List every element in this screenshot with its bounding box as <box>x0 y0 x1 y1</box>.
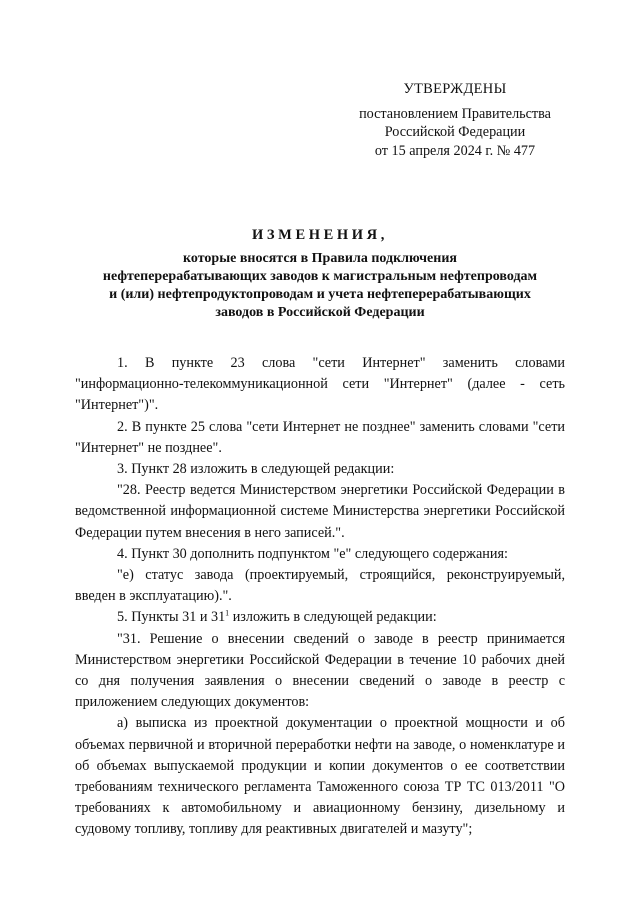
paragraph-item-1: 1. В пункте 23 слова "сети Интернет" заменить словами "информационно-телекоммуникационной сети "Интернет" (далее - сеть "Интернет")". <box>75 355 565 414</box>
paragraph-quote-e: "е) статус завода (проектируемый, строящийся, реконструируемый, введен в эксплуатацию).". <box>75 567 565 605</box>
paragraph-item-5-start: 5. Пункты 31 и 31 <box>117 609 226 626</box>
document-subtitle-line-1: которые вносятся в Правила подключения <box>183 251 457 266</box>
document-subtitle-line-4: заводов в Российской Федерации <box>215 305 425 320</box>
paragraph-quote-28: "28. Реестр ведется Министерством энергетики Российской Федерации в ведомственной информационной системе Министерства энергетики Российской Федерации путем внесения в него записей.". <box>75 482 565 541</box>
paragraph-item-2: 2. В пункте 25 слова "сети Интернет не позднее" заменить словами "сети "Интернет" не позднее". <box>75 418 565 456</box>
approval-line-1: постановлением Правительства <box>359 105 551 122</box>
paragraph-item-5-superscript: 1 <box>225 608 230 618</box>
document-title <box>60 226 580 322</box>
approval-line-3: от 15 апреля 2024 г. № 477 <box>374 142 536 159</box>
document-subtitle-line-2: нефтеперерабатывающих заводов к магистральным нефтепроводам <box>102 269 538 284</box>
paragraph-item-5 <box>75 607 565 628</box>
approval-line-2: Российской Федерации <box>384 124 526 140</box>
document-body <box>75 353 565 841</box>
paragraph-item-4: 4. Пункт 30 дополнить подпунктом "е" следующего содержания: <box>117 545 508 562</box>
document-subtitle-line-3: и (или) нефтепродуктопроводам и учета нефтеперерабатывающих <box>109 287 531 302</box>
paragraph-item-5-end: изложить в следующей редакции: <box>229 609 437 626</box>
paragraph-quote-31: "31. Решение о внесении сведений о заводе в реестр принимается Министерством энергетики Российской Федерации в течение 10 рабочих дней со дня получения заявления о внесении сведений о заводе в реестр с приложением следующих документов: <box>75 630 565 711</box>
paragraph-subitem-a: а) выписка из проектной документации о проектной мощности и об объемах первичной и вторичной переработки нефти на заводе, о номенклатуре и об объемах выпускаемой продукции и копии документов о ее соответствии требованиям технического регламента Таможенного союза ТР ТС 013/2011 "О требованиях к автомобильному и авиационному бензину, дизельному и судовому топливу, топливу для реактивных двигателей и мазуту"; <box>75 715 565 838</box>
document-heading: ИЗМЕНЕНИЯ, <box>252 227 388 243</box>
paragraph-item-3: 3. Пункт 28 изложить в следующей редакции: <box>117 461 395 478</box>
approval-stamp <box>330 80 580 160</box>
approval-title: УТВЕРЖДЕНЫ <box>403 81 507 97</box>
